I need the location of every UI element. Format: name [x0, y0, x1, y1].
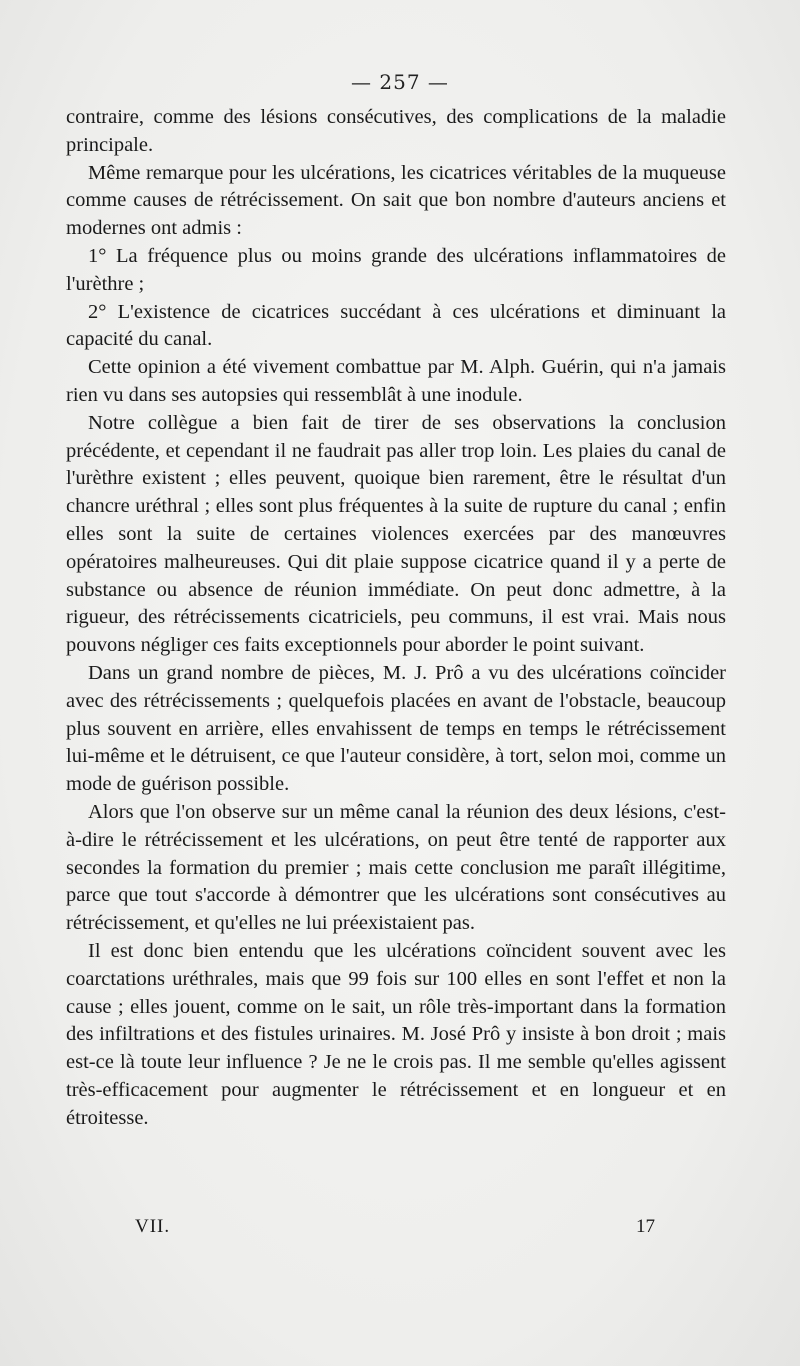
signature-mark: VII.	[135, 1216, 171, 1237]
list-item-2: 2° L'existence de cicatrices succédant à ces ulcérations et diminuant la capacité du canal.	[66, 300, 726, 351]
paragraph-continued: contraire, comme des lésions consécutives, des complications de la maladie principale.	[66, 106, 726, 156]
list-item-1: 1° La fréquence plus ou moins grande des ulcérations inflammatoires de l'urèthre ;	[66, 244, 726, 295]
paragraph: Même remarque pour les ulcérations, les cicatrices véritables de la muqueuse comme causes de rétrécissement. On sait que bon nombre d'auteurs anciens et modernes ont admis :	[66, 161, 726, 240]
signature-number: 17	[636, 1216, 655, 1237]
paragraph: Alors que l'on observe sur un même canal la réunion des deux lésions, c'est-à-dire le rétrécissement et les ulcérations, on peut être tenté de rapporter aux secondes la formation du premier ; mais cette conclusion me paraît illégitime, parce que tout s'accorde à démontrer que les ulcérations sont consécutives au rétrécissement, et qu'elles ne lui préexistaient pas.	[66, 800, 726, 935]
paragraph: Cette opinion a été vivement combattue par M. Alph. Guérin, qui n'a jamais rien vu dans ses autopsies qui ressemblât à une inodule.	[66, 356, 726, 406]
paragraph: Il est donc bien entendu que les ulcérations coïncident souvent avec les coarctations uréthrales, mais que 99 fois sur 100 elles en sont l'effet et non la cause ; elles jouent, comme on le sait, un rôle très-important dans la formation des infiltrations et des fistules urinaires. M. José Prô y insiste à bon droit ; mais est-ce là toute leur influence ? Je ne le crois pas. Il me semble qu'elles agissent très-efficacement pour augmenter le rétrécissement et en longueur et en étroitesse.	[66, 939, 726, 1129]
page-number-header: — 257 —	[351, 70, 449, 94]
paragraph: Dans un grand nombre de pièces, M. J. Prô a vu des ulcérations coïncider avec des rétrécissements ; quelquefois placées en avant de l'obstacle, beaucoup plus souvent en arrière, elles envahissent de temps en temps le rétrécissement lui-même et le détruisent, ce que l'auteur considère, à tort, selon moi, comme un mode de guérison possible.	[66, 661, 726, 796]
body-text	[66, 104, 726, 1132]
paragraph: Notre collègue a bien fait de tirer de ses observations la conclusion précédente, et cependant il ne faudrait pas aller trop loin. Les plaies du canal de l'urèthre existent ; elles peuvent, quoique bien rarement, être le résultat d'un chancre uréthral ; elles sont plus fréquentes à la suite de rupture du canal ; enfin elles sont la suite de certaines violences exercées par des manœuvres opératoires malheureuses. Qui dit plaie suppose cicatrice quand il y a perte de substance ou absence de réunion immédiate. On peut donc admettre, à la rigueur, des rétrécissements cicatriciels, peu communs, il est vrai. Mais nous pouvons négliger ces faits exceptionnels pour aborder le point suivant.	[66, 411, 726, 657]
